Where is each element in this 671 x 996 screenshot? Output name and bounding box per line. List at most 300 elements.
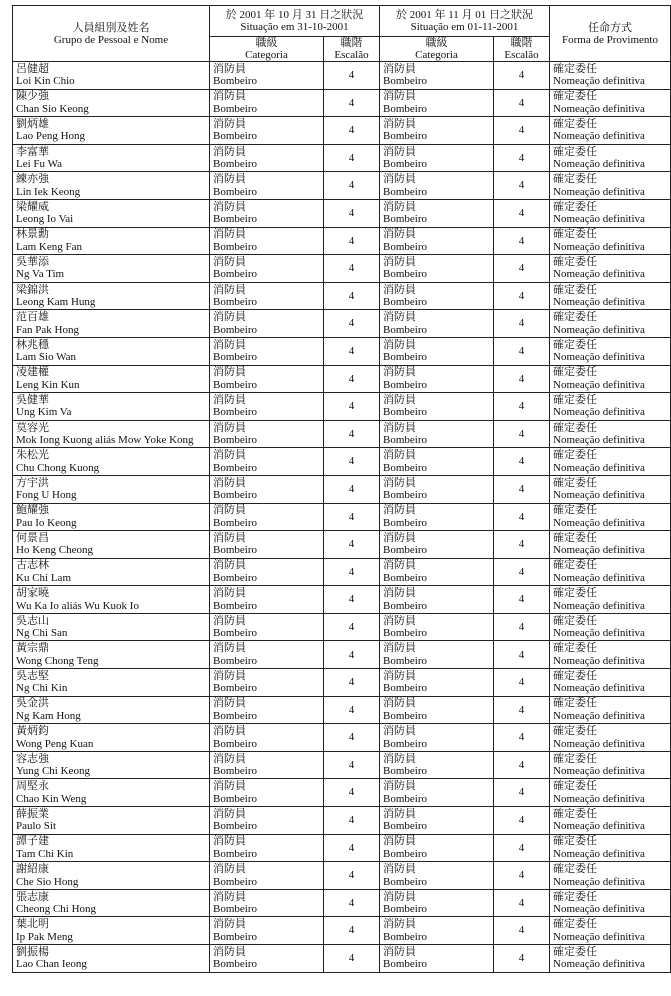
name-pt: Fong U Hong: [16, 489, 77, 502]
form-cell: [550, 117, 671, 145]
escalao-after-cell: 4: [494, 144, 550, 172]
header-escalao-after-pt: Escalão: [504, 49, 539, 61]
name-zh: 胡家曉: [16, 587, 49, 600]
table-row: [13, 724, 671, 752]
header-name-pt: Grupo de Pessoal e Nome: [53, 33, 169, 46]
escalao-after-cell: 4: [494, 89, 550, 117]
name-zh: 林景勳: [16, 228, 49, 241]
name-pt: Ku Chi Lam: [16, 571, 71, 584]
category-after-zh: 消防員: [383, 311, 416, 324]
escalao-after-cell: 4: [494, 227, 550, 255]
category-before-cell: [210, 503, 324, 531]
category-after-zh: 消防員: [383, 559, 416, 572]
escalao-before-cell: 4: [324, 227, 380, 255]
table-row: [13, 834, 671, 862]
form-cell: [550, 337, 671, 365]
name-zh: 周堅永: [16, 780, 49, 793]
form-cell: [550, 89, 671, 117]
category-before-zh: 消防員: [213, 145, 246, 158]
form-zh: 確定委任: [553, 338, 597, 351]
category-after-pt: Bombeiro: [383, 378, 427, 391]
name-cell: [13, 62, 210, 90]
escalao-after-cell: 4: [494, 834, 550, 862]
category-before-cell: [210, 779, 324, 807]
form-pt: Nomeação definitiva: [553, 599, 645, 612]
category-after-cell: [380, 807, 494, 835]
name-pt: Wong Chong Teng: [16, 654, 99, 667]
form-zh: 確定委任: [553, 255, 597, 268]
header-escalao-before-zh: 職階: [340, 37, 363, 49]
category-before-cell: [210, 862, 324, 890]
name-zh: 吳華添: [16, 255, 49, 268]
category-before-zh: 消防員: [213, 752, 246, 765]
category-before-cell: [210, 945, 324, 973]
name-zh: 古志林: [16, 559, 49, 572]
name-pt: Ip Pak Meng: [16, 930, 73, 943]
category-before-zh: 消防員: [213, 918, 246, 931]
header-category-before: [210, 37, 324, 62]
escalao-after-cell: 4: [494, 365, 550, 393]
category-after-cell: [380, 89, 494, 117]
name-pt: Chan Sio Keong: [16, 102, 89, 115]
category-after-pt: Bombeiro: [383, 654, 427, 667]
name-pt: Chu Chong Kuong: [16, 461, 100, 474]
name-cell: [13, 282, 210, 310]
name-zh: 薛振業: [16, 807, 49, 820]
category-before-pt: Bombeiro: [213, 351, 257, 364]
form-cell: [550, 889, 671, 917]
category-before-cell: [210, 558, 324, 586]
name-zh: 容志強: [16, 752, 49, 765]
name-pt: Mok Iong Kuong aliás Mow Yoke Kong: [16, 434, 194, 447]
form-cell: [550, 227, 671, 255]
category-after-zh: 消防員: [383, 117, 416, 130]
category-after-cell: [380, 227, 494, 255]
escalao-after-cell: 4: [494, 255, 550, 283]
name-cell: [13, 89, 210, 117]
escalao-after-cell: 4: [494, 807, 550, 835]
form-cell: [550, 696, 671, 724]
escalao-after-cell: 4: [494, 724, 550, 752]
category-after-cell: [380, 475, 494, 503]
name-zh: 朱松光: [16, 449, 49, 462]
table-row: [13, 255, 671, 283]
escalao-before-cell: 4: [324, 558, 380, 586]
name-pt: Lei Fu Wa: [16, 158, 62, 171]
table-row: [13, 917, 671, 945]
category-after-pt: Bombeiro: [383, 102, 427, 115]
name-zh: 吳健華: [16, 393, 49, 406]
category-before-pt: Bombeiro: [213, 599, 257, 612]
form-cell: [550, 172, 671, 200]
category-after-zh: 消防員: [383, 945, 416, 958]
category-before-cell: [210, 917, 324, 945]
category-after-zh: 消防員: [383, 587, 416, 600]
form-pt: Nomeação definitiva: [553, 378, 645, 391]
name-zh: 何景昌: [16, 531, 49, 544]
category-after-pt: Bombeiro: [383, 599, 427, 612]
category-after-pt: Bombeiro: [383, 792, 427, 805]
form-pt: Nomeação definitiva: [553, 765, 645, 778]
escalao-after-cell: 4: [494, 393, 550, 421]
category-before-zh: 消防員: [213, 449, 246, 462]
category-before-pt: Bombeiro: [213, 268, 257, 281]
category-before-zh: 消防員: [213, 559, 246, 572]
category-before-cell: [210, 310, 324, 338]
table-body: [13, 62, 671, 973]
escalao-before-cell: 4: [324, 945, 380, 973]
category-after-zh: 消防員: [383, 890, 416, 903]
category-after-cell: [380, 917, 494, 945]
category-before-cell: [210, 282, 324, 310]
escalao-before-cell: 4: [324, 917, 380, 945]
category-after-zh: 消防員: [383, 393, 416, 406]
category-before-zh: 消防員: [213, 62, 246, 75]
escalao-before-cell: 4: [324, 889, 380, 917]
header-category-before-zh: 職級: [255, 37, 278, 49]
category-before-pt: Bombeiro: [213, 930, 257, 943]
category-before-pt: Bombeiro: [213, 130, 257, 143]
name-zh: 梁耀威: [16, 200, 49, 213]
name-zh: 吳志山: [16, 614, 49, 627]
table-row: [13, 282, 671, 310]
category-after-pt: Bombeiro: [383, 820, 427, 833]
name-cell: [13, 558, 210, 586]
name-cell: [13, 531, 210, 559]
header-category-after: [380, 37, 494, 62]
escalao-before-cell: 4: [324, 696, 380, 724]
form-zh: 確定委任: [553, 228, 597, 241]
form-pt: Nomeação definitiva: [553, 737, 645, 750]
name-pt: Leong Kam Hung: [16, 296, 96, 309]
category-after-zh: 消防員: [383, 366, 416, 379]
table-row: [13, 199, 671, 227]
escalao-after-cell: 4: [494, 945, 550, 973]
name-pt: Wong Peng Kuan: [16, 737, 94, 750]
name-cell: [13, 393, 210, 421]
header-situation-before: [210, 6, 380, 37]
category-after-pt: Bombeiro: [383, 130, 427, 143]
category-before-pt: Bombeiro: [213, 489, 257, 502]
header-situation-after-pt: Situação em 01-11-2001: [410, 21, 519, 33]
category-after-zh: 消防員: [383, 145, 416, 158]
category-before-cell: [210, 751, 324, 779]
form-pt: Nomeação definitiva: [553, 130, 645, 143]
category-after-pt: Bombeiro: [383, 516, 427, 529]
category-after-zh: 消防員: [383, 255, 416, 268]
name-pt: Pau Io Keong: [16, 516, 77, 529]
escalao-before-cell: 4: [324, 779, 380, 807]
name-cell: [13, 337, 210, 365]
form-zh: 確定委任: [553, 117, 597, 130]
form-cell: [550, 282, 671, 310]
form-zh: 確定委任: [553, 945, 597, 958]
escalao-after-cell: 4: [494, 503, 550, 531]
name-pt: Lam Keng Fan: [16, 240, 82, 253]
category-after-zh: 消防員: [383, 531, 416, 544]
category-before-zh: 消防員: [213, 725, 246, 738]
category-before-pt: Bombeiro: [213, 461, 257, 474]
name-pt: Leong Io Vai: [16, 213, 74, 226]
category-after-cell: [380, 779, 494, 807]
form-cell: [550, 448, 671, 476]
name-pt: Cheong Chi Hong: [16, 903, 97, 916]
category-before-zh: 消防員: [213, 200, 246, 213]
escalao-before-cell: 4: [324, 337, 380, 365]
form-cell: [550, 724, 671, 752]
form-cell: [550, 393, 671, 421]
category-after-pt: Bombeiro: [383, 930, 427, 943]
name-pt: Ng Kam Hong: [16, 709, 81, 722]
form-pt: Nomeação definitiva: [553, 158, 645, 171]
escalao-before-cell: 4: [324, 613, 380, 641]
name-cell: [13, 696, 210, 724]
category-before-cell: [210, 448, 324, 476]
category-after-zh: 消防員: [383, 228, 416, 241]
form-cell: [550, 751, 671, 779]
category-after-zh: 消防員: [383, 863, 416, 876]
category-before-zh: 消防員: [213, 780, 246, 793]
category-after-pt: Bombeiro: [383, 351, 427, 364]
escalao-after-cell: 4: [494, 696, 550, 724]
header-name: [13, 6, 210, 62]
name-pt: Wu Ka Io aliás Wu Kuok Io: [16, 599, 139, 612]
form-zh: 確定委任: [553, 642, 597, 655]
category-before-cell: [210, 172, 324, 200]
category-before-cell: [210, 807, 324, 835]
category-after-zh: 消防員: [383, 173, 416, 186]
category-after-cell: [380, 641, 494, 669]
category-before-zh: 消防員: [213, 945, 246, 958]
category-after-pt: Bombeiro: [383, 461, 427, 474]
table-row: [13, 613, 671, 641]
category-before-pt: Bombeiro: [213, 544, 257, 557]
category-after-cell: [380, 724, 494, 752]
category-after-zh: 消防員: [383, 90, 416, 103]
category-before-zh: 消防員: [213, 255, 246, 268]
category-after-cell: [380, 531, 494, 559]
name-cell: [13, 779, 210, 807]
category-after-zh: 消防員: [383, 780, 416, 793]
category-before-pt: Bombeiro: [213, 820, 257, 833]
escalao-after-cell: 4: [494, 420, 550, 448]
form-zh: 確定委任: [553, 504, 597, 517]
escalao-after-cell: 4: [494, 62, 550, 90]
form-cell: [550, 834, 671, 862]
form-zh: 確定委任: [553, 807, 597, 820]
name-cell: [13, 310, 210, 338]
category-after-cell: [380, 172, 494, 200]
name-zh: 莫容光: [16, 421, 49, 434]
name-cell: [13, 420, 210, 448]
form-cell: [550, 365, 671, 393]
category-after-pt: Bombeiro: [383, 406, 427, 419]
form-zh: 確定委任: [553, 200, 597, 213]
category-before-zh: 消防員: [213, 504, 246, 517]
form-zh: 確定委任: [553, 449, 597, 462]
escalao-before-cell: 4: [324, 531, 380, 559]
table-row: [13, 227, 671, 255]
name-cell: [13, 945, 210, 973]
header-situation-before-pt: Situação em 31-10-2001: [240, 21, 349, 33]
category-after-cell: [380, 365, 494, 393]
form-zh: 確定委任: [553, 173, 597, 186]
category-after-cell: [380, 834, 494, 862]
name-cell: [13, 889, 210, 917]
category-after-cell: [380, 558, 494, 586]
table-row: [13, 945, 671, 973]
name-cell: [13, 172, 210, 200]
table-row: [13, 393, 671, 421]
category-after-pt: Bombeiro: [383, 571, 427, 584]
escalao-after-cell: 4: [494, 862, 550, 890]
form-cell: [550, 144, 671, 172]
name-pt: Lao Peng Hong: [16, 130, 86, 143]
table-row: [13, 807, 671, 835]
escalao-after-cell: 4: [494, 641, 550, 669]
name-cell: [13, 365, 210, 393]
category-after-zh: 消防員: [383, 669, 416, 682]
escalao-before-cell: 4: [324, 393, 380, 421]
escalao-before-cell: 4: [324, 62, 380, 90]
category-after-pt: Bombeiro: [383, 185, 427, 198]
form-pt: Nomeação definitiva: [553, 903, 645, 916]
category-before-cell: [210, 337, 324, 365]
form-pt: Nomeação definitiva: [553, 351, 645, 364]
name-cell: [13, 144, 210, 172]
form-zh: 確定委任: [553, 835, 597, 848]
category-before-pt: Bombeiro: [213, 875, 257, 888]
table-row: [13, 475, 671, 503]
form-zh: 確定委任: [553, 918, 597, 931]
name-pt: Ung Kim Va: [16, 406, 72, 419]
escalao-after-cell: 4: [494, 669, 550, 697]
name-zh: 譚子建: [16, 835, 49, 848]
form-pt: Nomeação definitiva: [553, 682, 645, 695]
category-before-cell: [210, 117, 324, 145]
form-pt: Nomeação definitiva: [553, 185, 645, 198]
personnel-list-page: [12, 5, 656, 973]
category-before-zh: 消防員: [213, 890, 246, 903]
category-before-cell: [210, 393, 324, 421]
category-after-cell: [380, 420, 494, 448]
category-before-zh: 消防員: [213, 835, 246, 848]
escalao-before-cell: 4: [324, 834, 380, 862]
name-zh: 葉北明: [16, 918, 49, 931]
category-before-pt: Bombeiro: [213, 654, 257, 667]
category-after-cell: [380, 117, 494, 145]
name-cell: [13, 834, 210, 862]
table-row: [13, 365, 671, 393]
category-after-zh: 消防員: [383, 807, 416, 820]
header-form: [550, 6, 671, 62]
category-after-pt: Bombeiro: [383, 296, 427, 309]
form-pt: Nomeação definitiva: [553, 792, 645, 805]
escalao-after-cell: 4: [494, 282, 550, 310]
form-zh: 確定委任: [553, 697, 597, 710]
form-pt: Nomeação definitiva: [553, 461, 645, 474]
category-before-zh: 消防員: [213, 642, 246, 655]
name-cell: [13, 117, 210, 145]
escalao-before-cell: 4: [324, 89, 380, 117]
category-before-cell: [210, 199, 324, 227]
name-pt: Che Sio Hong: [16, 875, 79, 888]
escalao-before-cell: 4: [324, 669, 380, 697]
escalao-after-cell: 4: [494, 448, 550, 476]
table-row: [13, 669, 671, 697]
category-before-pt: Bombeiro: [213, 378, 257, 391]
name-zh: 呂健超: [16, 62, 49, 75]
form-cell: [550, 531, 671, 559]
name-pt: Fan Pak Hong: [16, 323, 79, 336]
escalao-before-cell: 4: [324, 172, 380, 200]
escalao-after-cell: 4: [494, 117, 550, 145]
name-zh: 梁錦洪: [16, 283, 49, 296]
name-cell: [13, 227, 210, 255]
name-pt: Lam Sio Wan: [16, 351, 77, 364]
form-zh: 確定委任: [553, 476, 597, 489]
table-row: [13, 420, 671, 448]
category-after-zh: 消防員: [383, 338, 416, 351]
name-pt: Tam Chi Kin: [16, 847, 74, 860]
table-row: [13, 448, 671, 476]
escalao-after-cell: 4: [494, 531, 550, 559]
escalao-after-cell: 4: [494, 779, 550, 807]
escalao-after-cell: 4: [494, 586, 550, 614]
escalao-before-cell: 4: [324, 117, 380, 145]
category-after-zh: 消防員: [383, 283, 416, 296]
table-row: [13, 641, 671, 669]
name-zh: 林兆穩: [16, 338, 49, 351]
category-before-pt: Bombeiro: [213, 323, 257, 336]
category-after-pt: Bombeiro: [383, 765, 427, 778]
form-zh: 確定委任: [553, 863, 597, 876]
category-after-pt: Bombeiro: [383, 489, 427, 502]
escalao-before-cell: 4: [324, 724, 380, 752]
form-cell: [550, 917, 671, 945]
category-before-pt: Bombeiro: [213, 434, 257, 447]
form-zh: 確定委任: [553, 531, 597, 544]
form-pt: Nomeação definitiva: [553, 627, 645, 640]
category-before-cell: [210, 420, 324, 448]
category-before-cell: [210, 641, 324, 669]
category-after-pt: Bombeiro: [383, 682, 427, 695]
name-cell: [13, 724, 210, 752]
category-after-pt: Bombeiro: [383, 323, 427, 336]
table-row: [13, 862, 671, 890]
form-pt: Nomeação definitiva: [553, 240, 645, 253]
form-cell: [550, 945, 671, 973]
name-zh: 練亦強: [16, 173, 49, 186]
form-pt: Nomeação definitiva: [553, 102, 645, 115]
form-pt: Nomeação definitiva: [553, 296, 645, 309]
header-form-pt: Forma de Provimento: [562, 33, 658, 46]
category-before-zh: 消防員: [213, 476, 246, 489]
category-before-zh: 消防員: [213, 614, 246, 627]
name-cell: [13, 475, 210, 503]
name-zh: 范百雄: [16, 311, 49, 324]
form-pt: Nomeação definitiva: [553, 323, 645, 336]
form-zh: 確定委任: [553, 393, 597, 406]
form-cell: [550, 199, 671, 227]
category-after-zh: 消防員: [383, 918, 416, 931]
category-after-cell: [380, 199, 494, 227]
form-pt: Nomeação definitiva: [553, 847, 645, 860]
category-before-pt: Bombeiro: [213, 765, 257, 778]
category-after-pt: Bombeiro: [383, 958, 427, 971]
escalao-before-cell: 4: [324, 365, 380, 393]
form-cell: [550, 475, 671, 503]
